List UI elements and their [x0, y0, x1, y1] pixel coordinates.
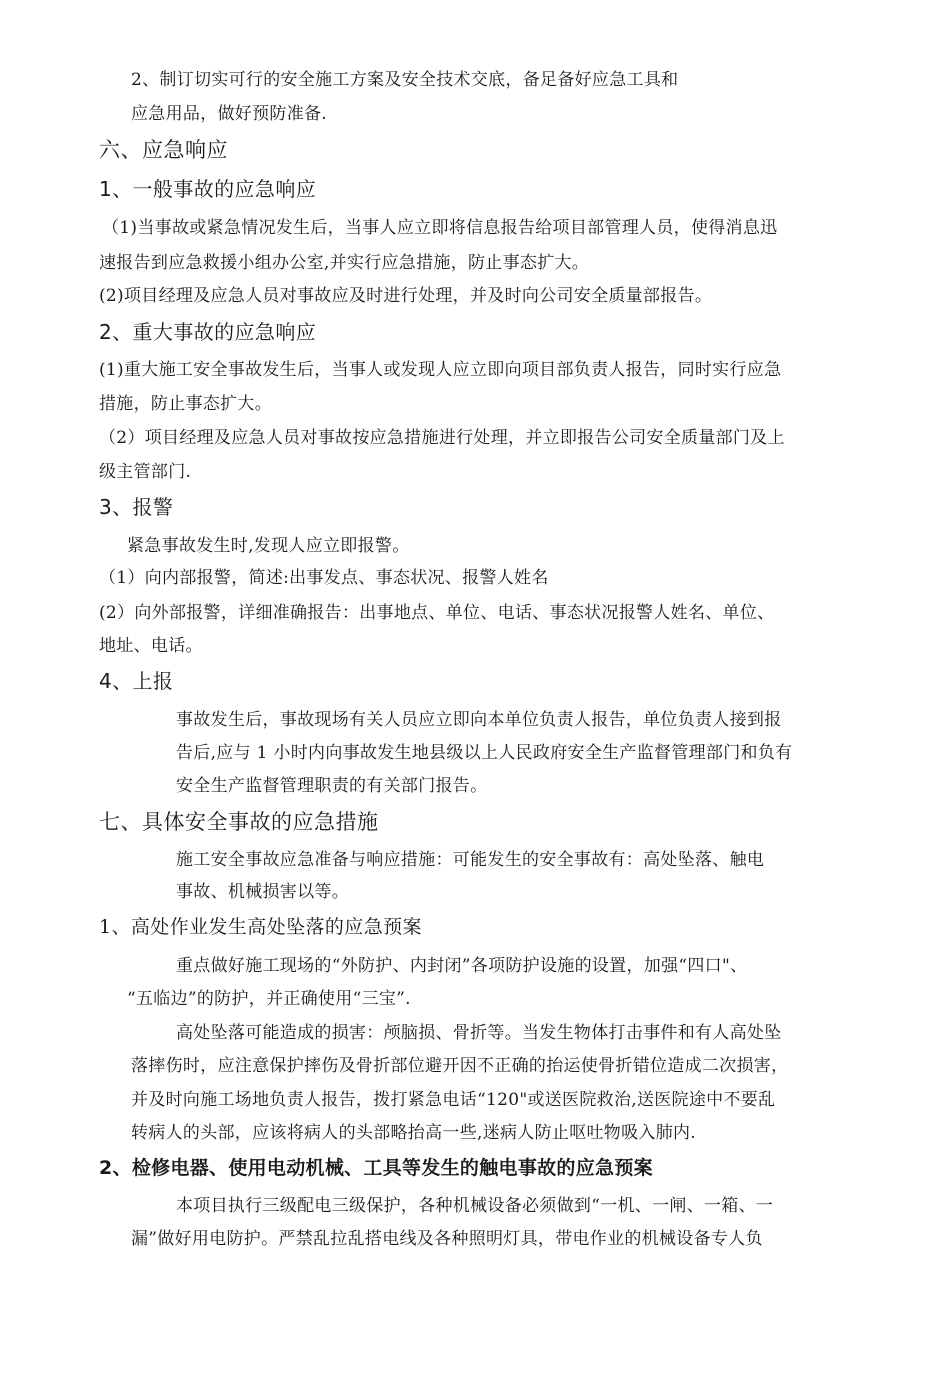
- subsection-heading: 1、高处作业发生高处坠落的应急预案: [99, 916, 422, 938]
- paragraph-line: 速报告到应急救援小组办公室,并实行应急措施，防止事态扩大。: [99, 253, 590, 273]
- paragraph-line: 重点做好施工现场的“外防护、内封闭”各项防护设施的设置，加强“四口"、: [176, 956, 748, 976]
- subsection-heading: 4、上报: [99, 669, 174, 693]
- paragraph-line: 漏”做好用电防护。严禁乱拉乱搭电线及各种照明灯具，带电作业的机械设备专人负: [131, 1229, 763, 1249]
- section-heading: 七、具体安全事故的应急措施: [99, 810, 379, 834]
- paragraph-line: （1)当事故或紧急情况发生后，当事人应立即将信息报告给项目部管理人员，使得消息迅: [102, 218, 778, 238]
- paragraph-line: 事故、机械损害以等。: [176, 882, 349, 902]
- subsection-heading: 2、重大事故的应急响应: [99, 320, 317, 344]
- paragraph-line: 措施，防止事态扩大。: [99, 394, 272, 414]
- paragraph-line: （2）项目经理及应急人员对事故按应急措施进行处理，并立即报告公司安全质量部门及上: [99, 428, 785, 448]
- subsection-heading: 1、一般事故的应急响应: [99, 177, 317, 201]
- paragraph-line: 2、制订切实可行的安全施工方案及安全技术交底，备足备好应急工具和: [131, 70, 679, 90]
- paragraph-line: 高处坠落可能造成的损害：颅脑损、骨折等。当发生物体打击事件和有人高处坠: [176, 1023, 782, 1043]
- paragraph-line: (1)重大施工安全事故发生后，当事人或发现人应立即向项目部负责人报告，同时实行应急: [99, 360, 782, 380]
- paragraph-line: 本项目执行三级配电三级保护，各种机械设备必须做到“一机、一闸、一箱、一: [176, 1196, 774, 1216]
- subsection-heading: 2、检修电器、使用电动机械、工具等发生的触电事故的应急预案: [99, 1157, 653, 1179]
- paragraph-line: 安全生产监督管理职责的有关部门报告。: [176, 776, 488, 796]
- paragraph-line: 应急用品，做好预防准备.: [131, 104, 328, 124]
- paragraph-line: (2)项目经理及应急人员对事故应及时进行处理，并及时向公司安全质量部报告。: [99, 286, 713, 306]
- subsection-heading: 3、报警: [99, 495, 174, 519]
- paragraph-line: 级主管部门.: [99, 462, 192, 482]
- paragraph-line: 告后,应与 1 小时内向事故发生地县级以上人民政府安全生产监督管理部门和负有: [176, 743, 793, 763]
- section-heading: 六、应急响应: [99, 138, 228, 162]
- paragraph-line: 转病人的头部，应该将病人的头部略抬高一些,迷病人防止呕吐物吸入肺内.: [131, 1123, 697, 1143]
- paragraph-line: 事故发生后，事故现场有关人员应立即向本单位负责人报告，单位负责人接到报: [176, 710, 782, 730]
- paragraph-line: 地址、电话。: [99, 636, 203, 656]
- paragraph-line: （1）向内部报警，简述:出事发点、事态状况、报警人姓名: [99, 568, 549, 588]
- paragraph-line: 紧急事故发生时,发现人应立即报警。: [127, 536, 410, 556]
- paragraph-line: “五临边”的防护，并正确使用“三宝”.: [127, 989, 411, 1009]
- paragraph-line: 施工安全事故应急准备与响应措施：可能发生的安全事故有：高处坠落、触电: [176, 850, 765, 870]
- paragraph-line: 落摔伤时，应注意保护摔伤及骨折部位避开因不正确的抬运使骨折错位造成二次损害，: [131, 1056, 789, 1076]
- paragraph-line: 并及时向施工场地负责人报告，拨打紧急电话“120"或送医院救治,送医院途中不要乱: [131, 1090, 776, 1110]
- paragraph-line: (2）向外部报警，详细准确报告：出事地点、单位、电话、事态状况报警人姓名、单位、: [99, 603, 775, 623]
